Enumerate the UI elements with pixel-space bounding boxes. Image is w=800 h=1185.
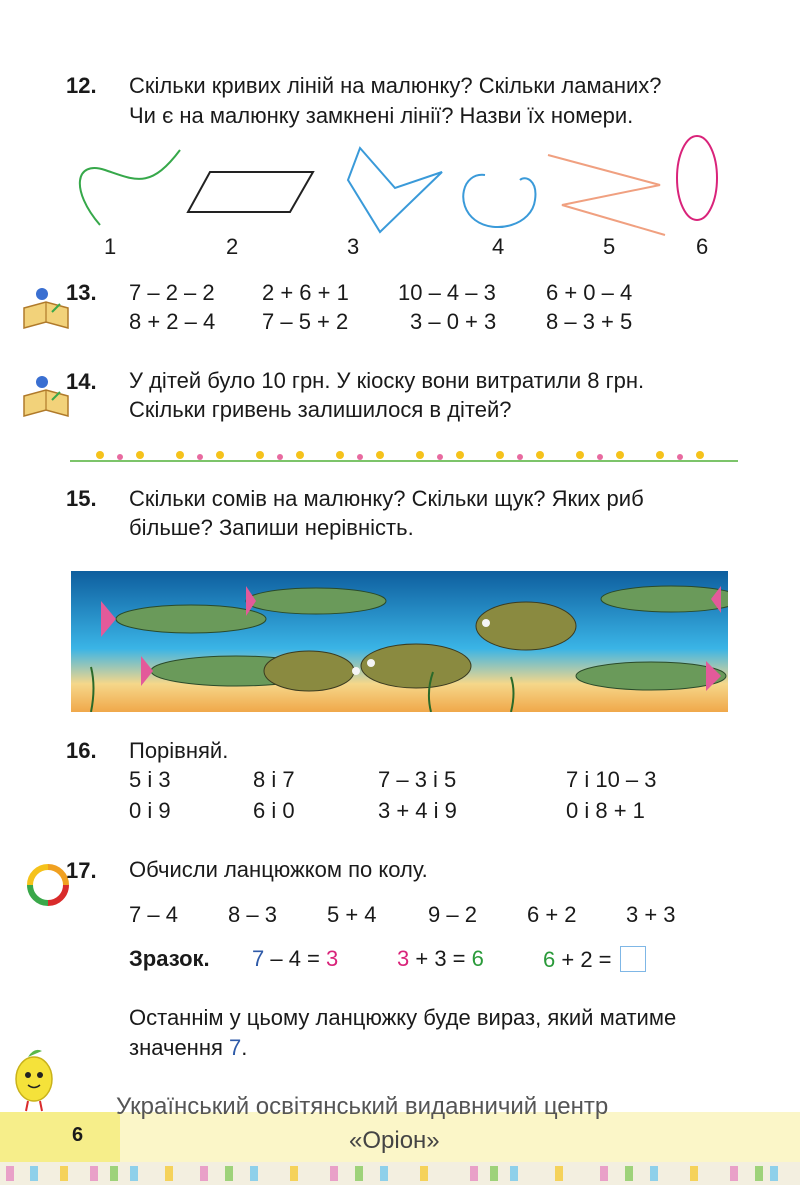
compare-r2-c4: 0 і 8 + 1 <box>566 798 645 823</box>
polygon-3 <box>348 148 442 232</box>
chain-expr-6: 3 + 3 <box>626 902 676 927</box>
arc-4 <box>463 175 535 227</box>
lines-figure <box>70 130 740 260</box>
exercise-12-number: 12. <box>66 73 97 98</box>
exercise-13-number: 13. <box>66 280 97 305</box>
line-label-6: 6 <box>696 234 709 259</box>
answer-box[interactable] <box>620 946 646 972</box>
chain-expr-4: 9 – 2 <box>428 902 477 927</box>
exercise-14-text-line1: У дітей було 10 грн. У кіоску вони витратили 8 грн. <box>129 368 645 393</box>
expr-13-r1-c2: 2 + 6 + 1 <box>262 280 349 305</box>
sample-step-3 <box>543 946 646 973</box>
exercise-14-text-line2: Скільки гривень залишилося в дітей? <box>129 397 512 422</box>
sample-1-op: – 4 = <box>264 946 327 971</box>
exercise-16-number: 16. <box>66 738 97 763</box>
expr-13-r2-c2: 7 – 5 + 2 <box>262 309 349 334</box>
line-label-2: 2 <box>226 234 239 259</box>
parallelogram-2 <box>188 172 313 212</box>
page-number-tab <box>0 1112 120 1162</box>
exercise-17-final-line2 <box>129 1034 247 1062</box>
compare-r1-c3: 7 – 3 і 5 <box>378 767 457 792</box>
compare-r1-c2: 8 і 7 <box>253 767 295 792</box>
expr-13-r1-c4: 6 + 0 – 4 <box>546 280 633 305</box>
ellipse-6 <box>677 136 717 220</box>
expr-13-r1-c3: 10 – 4 – 3 <box>398 280 496 305</box>
exercise-17-final-line1: Останнім у цьому ланцюжку буде вираз, який матиме <box>129 1005 677 1030</box>
sample-3-start: 6 <box>543 947 556 972</box>
page-number: 6 <box>72 1124 84 1146</box>
compare-r1-c1: 5 і 3 <box>129 767 171 792</box>
final-period: . <box>241 1035 248 1060</box>
sample-2-result: 6 <box>471 946 484 971</box>
exercise-17-title: Обчисли ланцюжком по колу. <box>129 857 428 882</box>
expr-13-r2-c3: 3 – 0 + 3 <box>410 309 497 334</box>
expr-13-r2-c1: 8 + 2 – 4 <box>129 309 216 334</box>
chain-expr-1: 7 – 4 <box>129 902 178 927</box>
flower-divider <box>70 443 738 467</box>
chain-expr-5: 6 + 2 <box>527 902 577 927</box>
exercise-16-title: Порівняй. <box>129 738 229 763</box>
compare-r1-c4: 7 і 10 – 3 <box>566 767 657 792</box>
notebook-icon <box>22 370 72 420</box>
notebook-icon <box>22 282 72 332</box>
sample-step-2 <box>397 946 484 972</box>
final-text: значення <box>129 1035 230 1060</box>
curve-line-1 <box>80 150 180 225</box>
sample-1-result: 3 <box>326 946 339 971</box>
exercise-15-number: 15. <box>66 486 97 511</box>
sample-step-1 <box>252 946 338 972</box>
line-label-4: 4 <box>492 234 505 259</box>
line-label-1: 1 <box>104 234 117 259</box>
footer-color-stripe <box>0 1162 800 1185</box>
cycle-icon <box>26 863 70 907</box>
line-label-3: 3 <box>347 234 360 259</box>
exercise-15-text-line1: Скільки сомів на малюнку? Скільки щук? Яких риб <box>129 486 644 511</box>
publisher-line2: «Оріон» <box>349 1127 440 1154</box>
chain-expr-2: 8 – 3 <box>228 902 277 927</box>
compare-r2-c3: 3 + 4 і 9 <box>378 798 457 823</box>
exercise-17-number: 17. <box>66 858 97 883</box>
sample-1-start: 7 <box>252 946 265 971</box>
chain-expr-3: 5 + 4 <box>327 902 377 927</box>
sample-2-op: + 3 = <box>409 946 472 971</box>
exercise-14-number: 14. <box>66 369 97 394</box>
fish-illustration <box>71 571 728 712</box>
publisher-line1: Український освітянський видавничий центр <box>116 1093 609 1120</box>
lemon-mascot-icon <box>8 1045 60 1115</box>
exercise-15-text-line2: більше? Запиши нерівність. <box>129 515 414 540</box>
final-value: 7 <box>229 1035 242 1060</box>
expr-13-r1-c1: 7 – 2 – 2 <box>129 280 215 305</box>
sample-label: Зразок. <box>129 946 210 971</box>
zigzag-5 <box>548 155 665 235</box>
line-label-5: 5 <box>603 234 616 259</box>
exercise-12-text-line2: Чи є на малюнку замкнені лінії? Назви їх номери. <box>129 103 634 128</box>
expr-13-r2-c4: 8 – 3 + 5 <box>546 309 633 334</box>
sample-3-op: + 2 = <box>555 947 618 972</box>
sample-2-start: 3 <box>397 946 410 971</box>
exercise-12-text-line1: Скільки кривих ліній на малюнку? Скільки ламаних? <box>129 73 662 98</box>
compare-r2-c1: 0 і 9 <box>129 798 171 823</box>
compare-r2-c2: 6 і 0 <box>253 798 295 823</box>
